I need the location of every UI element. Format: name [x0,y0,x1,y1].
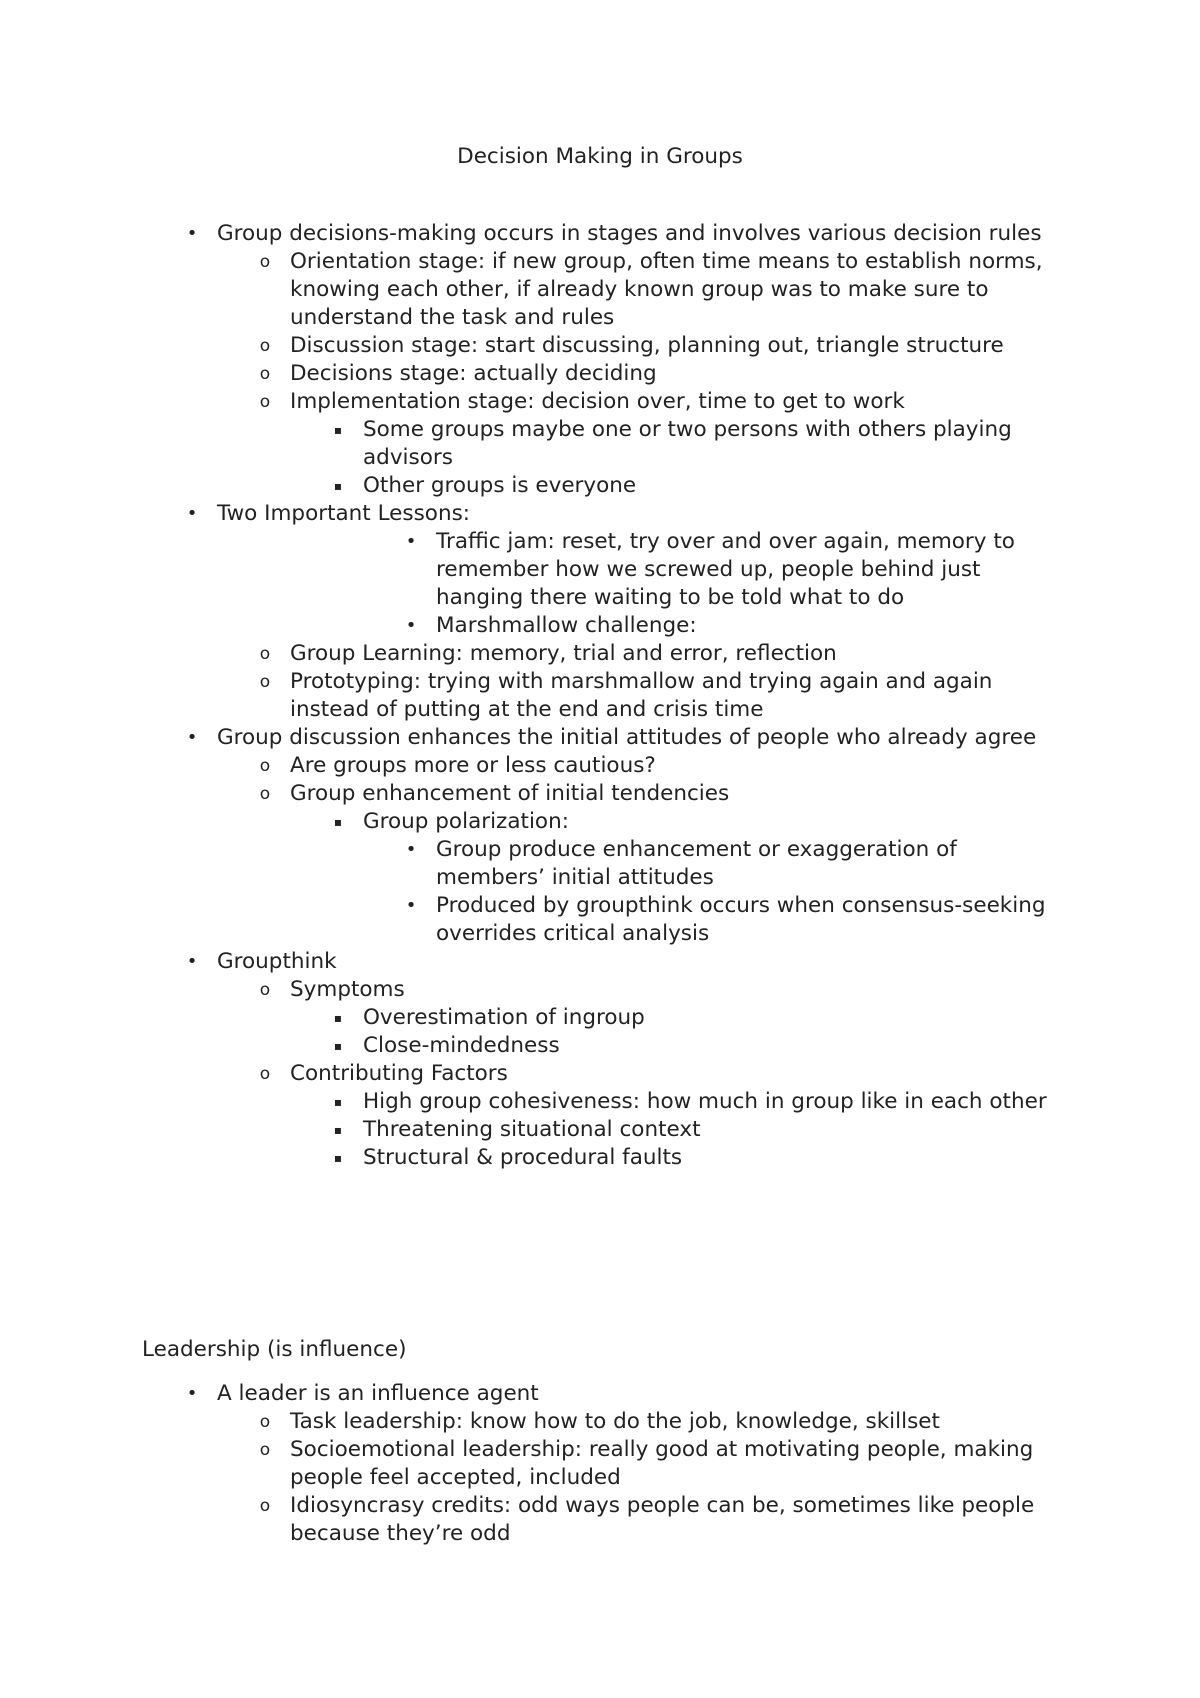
bullet-square-icon: ▪ [333,1151,343,1165]
list-item [405,612,1063,640]
list-item-text: Discussion stage: start discussing, planning out, triangle structure [290,333,1004,358]
list-item-text: Groupthink [217,949,337,974]
list-item [186,500,1047,528]
list-item-text: Close-mindedness [363,1033,560,1058]
bullet-disc-icon: • [405,531,417,552]
bullet-disc-icon: • [186,223,198,244]
list-item-text: Other groups is everyone [363,473,637,498]
list-item-text: Structural & procedural faults [363,1145,683,1170]
list-item [333,1032,1063,1060]
list-item-text: Produced by groupthink occurs when consensus-seeking overrides critical analysis [436,893,1046,946]
list-item-text: Group enhancement of initial tendencies [290,781,730,806]
list-item-text: Orientation stage: if new group, often time means to establish norms, knowing each other, if already known group was to make sure to understand the task and rules [290,249,1043,330]
list-item [259,780,1070,808]
list-item-text: Threatening situational context [363,1117,701,1142]
list-item [405,836,1063,892]
bullet-square-icon: ▪ [333,1123,343,1137]
list-item [405,892,1063,948]
list-item-text: Marshmallow challenge: [436,613,697,638]
list-item [259,752,1070,780]
bullet-square-icon: ▪ [333,1011,343,1025]
list-item [333,416,1063,472]
list-item [259,1408,1070,1436]
list-item [259,388,1070,416]
list-item-text: Group produce enhancement or exaggeration of members’ initial attitudes [436,837,957,890]
bullet-square-icon: ▪ [333,815,343,829]
bullet-circle-icon: o [259,1064,271,1084]
list-item [259,332,1070,360]
list-item [259,976,1070,1004]
bullet-circle-icon: o [259,392,271,412]
list-item [186,948,1047,976]
list-item-text: Socioemotional leadership: really good at motivating people, making people feel accepted, included [290,1437,1034,1490]
bullet-circle-icon: o [259,980,271,1000]
bullet-disc-icon: • [186,503,198,524]
list-item [186,220,1047,248]
list-item [333,1116,1063,1144]
bullet-disc-icon: • [186,727,198,748]
list-item-text: Decisions stage: actually deciding [290,361,657,386]
notes-list-leadership [0,1380,1200,1548]
list-item-text: Prototyping: trying with marshmallow and trying again and again instead of putting at the end and crisis time [290,669,993,722]
bullet-square-icon: ▪ [333,1095,343,1109]
list-item-text: Group discussion enhances the initial attitudes of people who already agree [217,725,1037,750]
list-item-text: Idiosyncrasy credits: odd ways people can be, sometimes like people because they’re odd [290,1493,1035,1546]
bullet-circle-icon: o [259,336,271,356]
list-item [259,668,1070,724]
page-title: Decision Making in Groups [457,144,743,169]
list-item-text: Are groups more or less cautious? [290,753,656,778]
list-item-text: Group polarization: [363,809,569,834]
list-item [405,528,1063,612]
list-item [186,1380,1047,1408]
list-item-text: Overestimation of ingroup [363,1005,645,1030]
list-item-text: High group cohesiveness: how much in group like in each other [363,1089,1047,1114]
bullet-circle-icon: o [259,644,271,664]
bullet-square-icon: ▪ [333,1039,343,1053]
list-item-text: Symptoms [290,977,405,1002]
list-item-text: Two Important Lessons: [217,501,471,526]
list-item-text: Some groups maybe one or two persons with others playing advisors [363,417,1012,470]
list-item [333,1004,1063,1032]
list-item-text: Traffic jam: reset, try over and over again, memory to remember how we screwed up, people behind just hanging there waiting to be told what to do [436,529,1015,610]
bullet-disc-icon: • [186,1383,198,1404]
list-item [186,724,1047,752]
bullet-disc-icon: • [186,951,198,972]
list-item [259,1436,1070,1492]
bullet-circle-icon: o [259,364,271,384]
notes-list-decision-making [0,220,1200,1172]
bullet-circle-icon: o [259,1412,271,1432]
list-item [259,1060,1070,1088]
bullet-disc-icon: • [405,895,417,916]
bullet-circle-icon: o [259,784,271,804]
bullet-circle-icon: o [259,1496,271,1516]
bullet-circle-icon: o [259,1440,271,1460]
list-item [333,1144,1063,1172]
bullet-disc-icon: • [405,839,417,860]
bullet-square-icon: ▪ [333,479,343,493]
list-item-text: Implementation stage: decision over, time to get to work [290,389,905,414]
list-item-text: A leader is an influence agent [217,1381,539,1406]
list-item [333,472,1063,500]
list-item-text: Group decisions-making occurs in stages and involves various decision rules [217,221,1042,246]
list-item [259,1492,1070,1548]
bullet-circle-icon: o [259,252,271,272]
list-item [259,640,1070,668]
list-item-text: Task leadership: know how to do the job, knowledge, skillset [290,1409,940,1434]
bullet-circle-icon: o [259,756,271,776]
list-item [259,248,1070,332]
list-item [333,808,1063,836]
bullet-circle-icon: o [259,672,271,692]
bullet-square-icon: ▪ [333,423,343,437]
list-item [333,1088,1063,1116]
list-item-text: Group Learning: memory, trial and error, reflection [290,641,837,666]
list-item-text: Contributing Factors [290,1061,508,1086]
list-item [259,360,1070,388]
section-heading-leadership: Leadership (is influence) [142,1337,407,1362]
bullet-disc-icon: • [405,615,417,636]
